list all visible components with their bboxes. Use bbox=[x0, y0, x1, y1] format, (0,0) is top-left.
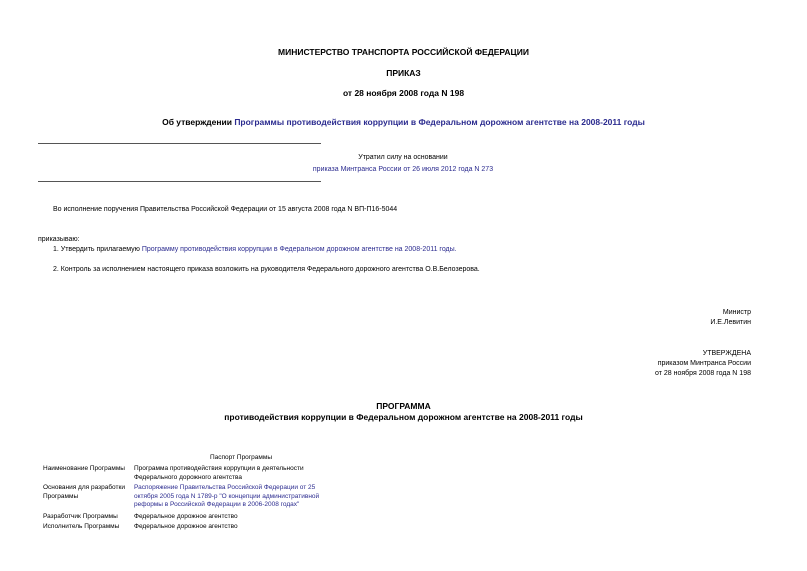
signature-position: Министр bbox=[722, 309, 751, 316]
order-item-1-prefix: 1. Утвердить прилагаемую bbox=[53, 246, 142, 253]
passport-row-value-link[interactable]: Распоряжение Правительства Российской Федерации от 25 октября 2005 года N 1789-р "О концепции административной реформы в Российской Федерации в 2006-2008 годах" bbox=[134, 484, 320, 508]
notice-top-divider bbox=[38, 143, 321, 144]
doc-type-heading: ПРИКАЗ bbox=[386, 68, 421, 78]
program-subheading: противодействия коррупции в Федеральном дорожном агентстве на 2008-2011 годы bbox=[224, 412, 583, 422]
doc-date: от 28 ноября 2008 года N 198 bbox=[342, 88, 465, 98]
notice-bottom-divider bbox=[38, 181, 321, 182]
approval-line-2: от 28 ноября 2008 года N 198 bbox=[655, 370, 751, 377]
passport-row-label: Разработчик Программы bbox=[43, 513, 118, 520]
doc-title bbox=[0, 117, 807, 127]
ministry-heading: МИНИСТЕРСТВО ТРАНСПОРТА РОССИЙСКОЙ ФЕДЕРАЦИИ bbox=[278, 47, 529, 57]
intro-paragraph: Во исполнение поручения Правительства Российской Федерации от 15 августа 2008 года N ВП-П16-5044 bbox=[53, 206, 398, 213]
order-item-1 bbox=[53, 246, 457, 253]
signature-name: И.Е.Левитин bbox=[710, 319, 751, 326]
passport-row-label: Исполнитель Программы bbox=[43, 523, 120, 530]
order-item-2: 2. Контроль за исполнением настоящего приказа возложить на руководителя Федерального дорожного агентства О.В.Белозерова. bbox=[53, 266, 480, 273]
program-title-link[interactable]: Программы противодействия коррупции в Федеральном дорожном агентстве на 2008-2011 годы bbox=[234, 117, 645, 127]
passport-row-label: Наименование Программы bbox=[43, 465, 125, 472]
passport-row-value: Федеральное дорожное агентство bbox=[134, 523, 238, 530]
passport-row-value: Федеральное дорожное агентство bbox=[134, 513, 238, 520]
order-word: приказываю: bbox=[38, 236, 80, 243]
repeal-order-link[interactable]: приказа Минтранса России от 26 июля 2012 года N 273 bbox=[312, 166, 494, 173]
approval-line-1: приказом Минтранса России bbox=[657, 360, 751, 367]
doc-title-prefix: Об утверждении bbox=[162, 117, 235, 127]
program-link[interactable]: Программу противодействия коррупции в Федеральном дорожном агентстве на 2008-2011 годы. bbox=[141, 246, 457, 253]
notice-line: Утратил силу на основании bbox=[358, 154, 448, 161]
program-heading: ПРОГРАММА bbox=[376, 401, 431, 411]
passport-title: Паспорт Программы bbox=[209, 454, 273, 461]
approval-label: УТВЕРЖДЕНА bbox=[702, 350, 751, 357]
passport-row-label: Основания для разработки Программы bbox=[43, 484, 125, 500]
passport-row-value: Программа противодействия коррупции в деятельности Федерального дорожного агентства bbox=[134, 465, 304, 481]
